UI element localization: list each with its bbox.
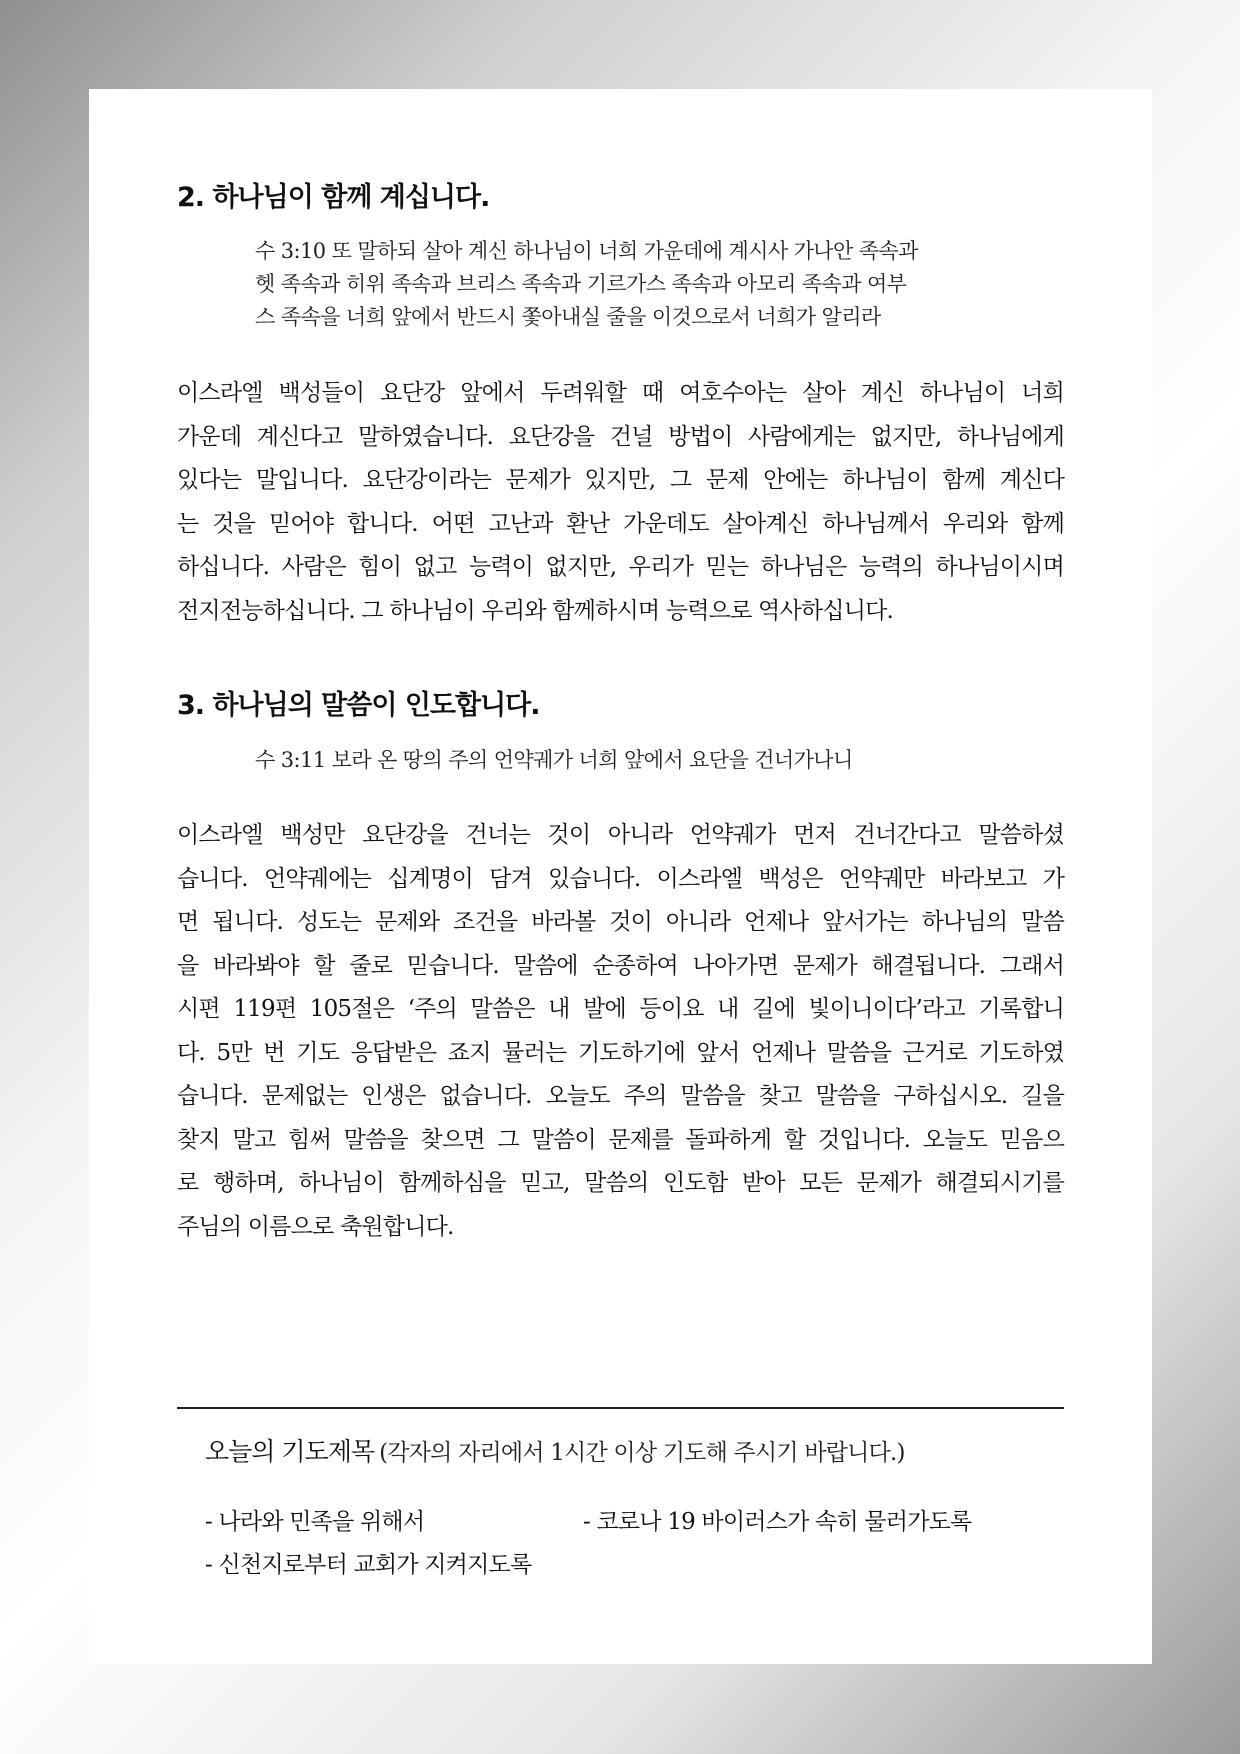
- prayer-item: - 코로나 19 바이러스가 속히 물러가도록: [583, 1509, 972, 1535]
- verse-line: 수 3:11 보라 온 땅의 주의 언약궤가 너희 앞에서 요단을 건너가나니: [255, 748, 853, 772]
- body-line: 을 바라봐야 할 줄로 믿습니다. 말씀에 순종하여 나아가면 문제가 해결됩니다. 그래서: [177, 952, 1064, 979]
- body-line: 습니다. 언약궤에는 십계명이 담겨 있습니다. 이스라엘 백성은 언약궤만 바라보고 가: [177, 865, 1064, 892]
- body-line: 면 됩니다. 성도는 문제와 조건을 바라볼 것이 아니라 언제나 앞서가는 하나님의 말씀: [177, 909, 1064, 935]
- prayer-item: - 신천지로부터 교회가 지켜지도록: [205, 1552, 532, 1578]
- body-line: 습니다. 문제없는 인생은 없습니다. 오늘도 주의 말씀을 찾고 말씀을 구하십시오. 길을: [177, 1083, 1064, 1109]
- body-line: 시편 119편 105절은 ‘주의 말씀은 내 발에 등이요 내 길에 빛이니이다’라고 기록합니: [177, 996, 1064, 1022]
- body-line: 가운데 계신다고 말하였습니다. 요단강을 건널 방법이 사람에게는 없지만, 하나님에게: [177, 423, 1064, 450]
- body-line: 하십니다. 사람은 힘이 없고 능력이 없지만, 우리가 믿는 하나님은 능력의 하나님이시며: [177, 554, 1064, 580]
- body-line: 이스라엘 백성들이 요단강 앞에서 두려워할 때 여호수아는 살아 계신 하나님이 너희: [177, 380, 1064, 406]
- document-page: [89, 89, 1152, 1664]
- scripture-verse: [255, 235, 995, 334]
- prayer-note: (각자의 자리에서 1시간 이상 기도해 주시기 바랍니다.): [379, 1440, 905, 1466]
- section-heading: 2. 하나님이 함께 계십니다.: [177, 182, 490, 213]
- verse-line: 수 3:10 또 말하되 살아 계신 하나님이 너희 가운데에 계시사 가나안 족속과: [255, 239, 918, 263]
- section-body: [177, 814, 1064, 1249]
- body-line: 주님의 이름으로 축원합니다.: [177, 1213, 454, 1240]
- verse-line: 헷 족속과 히위 족속과 브리스 족속과 기르가스 족속과 아모리 족속과 여부: [255, 272, 907, 296]
- body-line: 있다는 말입니다. 요단강이라는 문제가 있지만, 그 문제 안에는 하나님이 함께 계신다: [177, 467, 1064, 493]
- prayer-heading: [205, 1432, 905, 1468]
- scripture-verse: [255, 744, 995, 777]
- section-body: [177, 372, 1064, 633]
- body-line: 전지전능하십니다. 그 하나님이 우리와 함께하시며 능력으로 역사하십니다.: [177, 597, 894, 624]
- body-line: 찾지 말고 힘써 말씀을 찾으면 그 말씀이 문제를 돌파하게 할 것입니다. 오늘도 믿음으: [177, 1126, 1064, 1153]
- body-line: 이스라엘 백성만 요단강을 건너는 것이 아니라 언약궤가 먼저 건너간다고 말씀하셨: [177, 822, 1064, 848]
- prayer-title: 오늘의 기도제목: [205, 1437, 374, 1466]
- body-line: 로 행하며, 하나님이 함께하심을 믿고, 말씀의 인도함 받아 모든 문제가 해결되시기를: [177, 1170, 1064, 1196]
- body-line: 는 것을 믿어야 합니다. 어떤 고난과 환난 가운데도 살아계신 하나님께서 우리와 함께: [177, 510, 1064, 537]
- prayer-item: - 나라와 민족을 위해서: [205, 1509, 425, 1535]
- divider-line: [177, 1407, 1064, 1409]
- verse-line: 스 족속을 너희 앞에서 반드시 쫓아내실 줄을 이것으로서 너희가 알리라: [255, 305, 881, 329]
- body-line: 다. 5만 번 기도 응답받은 죠지 뮬러는 기도하기에 앞서 언제나 말씀을 근거로 기도하였: [177, 1039, 1064, 1066]
- section-heading: 3. 하나님의 말씀이 인도합니다.: [177, 690, 540, 721]
